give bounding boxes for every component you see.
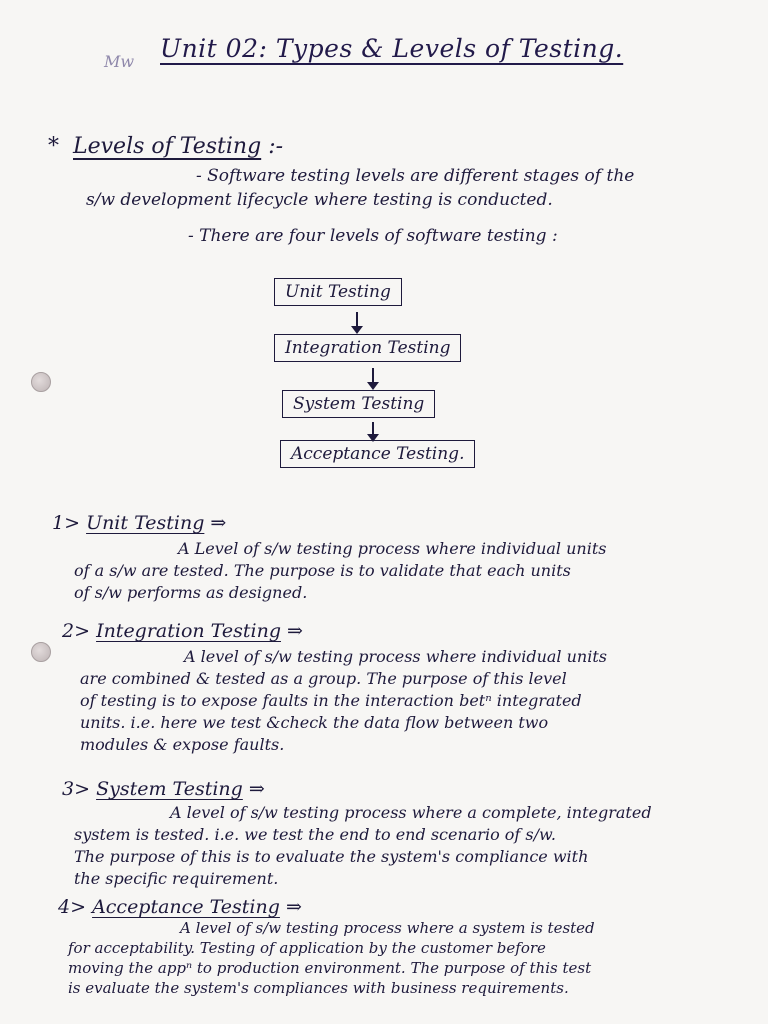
section-2-heading: Integration Testing xyxy=(96,620,281,642)
flow-box-system: System Testing xyxy=(282,390,435,418)
binder-hole-top xyxy=(31,372,51,392)
flow-box-acceptance: Acceptance Testing. xyxy=(280,440,475,468)
flow-box-integration: Integration Testing xyxy=(274,334,461,362)
section-1-heading: Unit Testing xyxy=(86,512,205,534)
section-3-line-3: The purpose of this is to evaluate the system's compliance with xyxy=(74,847,589,866)
section-1-arrow: ⇒ xyxy=(210,512,227,534)
flow-arrow-3 xyxy=(372,422,374,440)
section-3-line-4: the specific requirement. xyxy=(74,869,279,888)
flow-arrow-2 xyxy=(372,368,374,388)
section-2-line-3: of testing is to expose faults in the interaction betⁿ integrated xyxy=(80,691,582,710)
section-4-line-1: A level of s/w testing process where a system is tested xyxy=(180,919,595,937)
section-2-body xyxy=(80,646,607,756)
title-text: : Types & Levels of Testing. xyxy=(258,34,624,63)
section-1-number: 1> xyxy=(52,512,81,534)
section-1-body xyxy=(74,538,606,604)
levels-heading-suffix: :- xyxy=(268,134,284,159)
section-2-arrow: ⇒ xyxy=(287,620,303,642)
testing-levels-flowchart xyxy=(272,276,512,476)
section-1-line-2: of a s/w are tested. The purpose is to validate that each units xyxy=(74,561,571,580)
flow-box-unit: Unit Testing xyxy=(274,278,402,306)
section-3-line-2: system is tested. i.e. we test the end to end scenario of s/w. xyxy=(74,825,556,844)
section-1-title xyxy=(52,512,226,534)
margin-scribble: Mw xyxy=(104,52,135,71)
section-4-heading: Acceptance Testing xyxy=(92,896,280,918)
flow-arrow-1 xyxy=(356,312,358,332)
section-3-number: 3> xyxy=(62,778,91,800)
bullet-star: * xyxy=(48,134,59,159)
section-3-arrow: ⇒ xyxy=(248,778,265,800)
section-2-line-1: A level of s/w testing process where individual units xyxy=(184,647,607,666)
levels-heading xyxy=(48,134,283,159)
page-title xyxy=(160,34,623,63)
unit-label: Unit 02 xyxy=(160,34,259,63)
section-4-line-4: is evaluate the system's compliances with business requirements. xyxy=(68,979,569,997)
section-2-title xyxy=(62,620,303,642)
section-1-line-1: A Level of s/w testing process where individual units xyxy=(178,539,607,558)
section-4-line-3: moving the appⁿ to production environment. The purpose of this test xyxy=(68,959,592,977)
levels-heading-text: Levels of Testing xyxy=(73,134,262,159)
section-2-line-5: modules & expose faults. xyxy=(80,735,285,754)
section-4-line-2: for acceptability. Testing of application by the customer before xyxy=(68,939,546,957)
intro-line-3: - There are four levels of software testing : xyxy=(188,226,558,246)
section-3-heading: System Testing xyxy=(96,778,243,800)
section-3-title xyxy=(62,778,265,800)
section-2-number: 2> xyxy=(62,620,91,642)
section-4-body xyxy=(68,918,595,998)
section-4-number: 4> xyxy=(58,896,87,918)
section-3-body xyxy=(74,802,652,890)
section-4-title xyxy=(58,896,302,918)
section-2-line-2: are combined & tested as a group. The purpose of this level xyxy=(80,669,567,688)
section-1-line-3: of s/w performs as designed. xyxy=(74,583,308,602)
intro-line-2: s/w development lifecycle where testing is conducted. xyxy=(86,190,553,210)
section-2-line-4: units. i.e. here we test &check the data flow between two xyxy=(80,713,549,732)
section-4-arrow: ⇒ xyxy=(285,896,302,918)
binder-hole-bottom xyxy=(31,642,51,662)
intro-line-1: - Software testing levels are different stages of the xyxy=(196,166,635,186)
section-3-line-1: A level of s/w testing process where a complete, integrated xyxy=(170,803,652,822)
